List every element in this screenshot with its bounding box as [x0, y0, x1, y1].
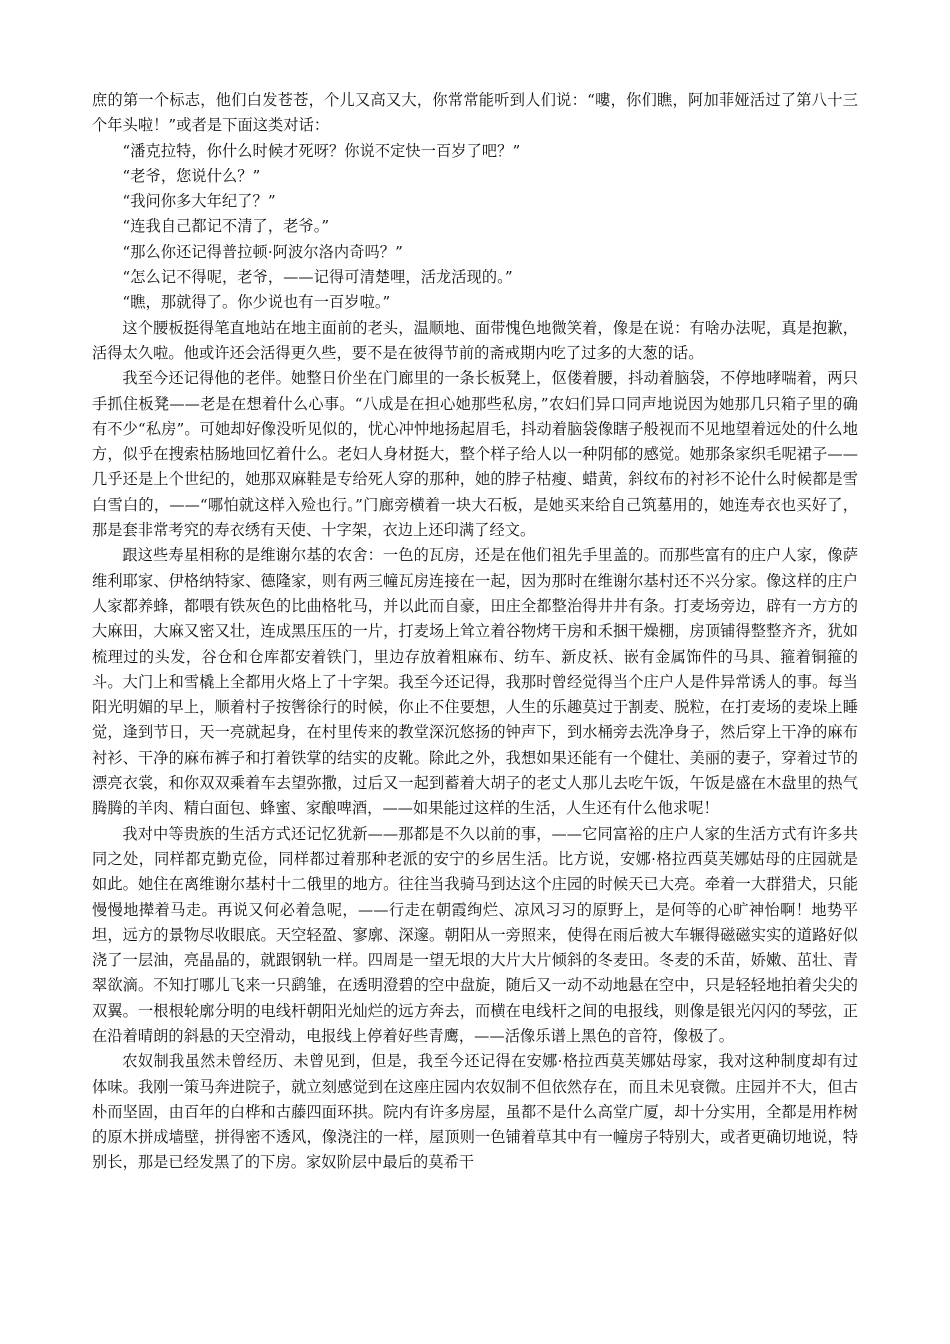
paragraph: 跟这些寿星相称的是维谢尔基的农舍：一色的瓦房，还是在他们祖先手里盖的。而那些富有的庄户人家，像萨维利耶家、伊格纳特家、德隆家，则有两三幢瓦房连接在一起，因为那时在维谢尔基村还不兴分家。像这样的庄户人家都养蜂，都喂有铁灰色的比曲格牝马，并以此而自豪，田庄全都整治得井井有条。打麦场旁边，辟有一方方的大麻田，大麻又密又壮，连成黑压压的一片，打麦场上耸立着谷物烤干房和禾捆干燥棚，房顶铺得整整齐齐，犹如梳理过的头发，谷仓和仓库都安着铁门，里边存放着粗麻布、纺车、新皮袄、嵌有金属饰件的马具、箍着铜箍的斗。大门上和雪橇上全都用火烙上了十字架。我至今还记得，我那时曾经觉得当个庄户人是件异常诱人的事。每当阳光明媚的早上，顺着村子按辔徐行的时候，你止不住要想，人生的乐趣莫过于割麦、脱粒，在打麦场的麦垛上睡觉，逢到节日，天一亮就起身，在村里传来的教堂深沉悠扬的钟声下，到水桶旁去洗净身子，然后穿上干净的麻布衬衫、干净的麻布裤子和打着铁掌的结实的皮靴。除此之外，我想如果还能有一个健壮、美丽的妻子，穿着过节的漂亮衣裳，和你双双乘着车去望弥撒，过后又一起到蓄着大胡子的老丈人那儿去吃午饭，午饭是盛在木盘里的热气腾腾的羊肉、精白面包、蜂蜜、家酿啤酒，——如果能过这样的生活，人生还有什么他求呢！ [92, 546, 858, 818]
paragraph: 我至今还记得他的老伴。她整日价坐在门廊里的一条长板凳上，伛偻着腰，抖动着脑袋，不停地哮喘着，两只手抓住板凳——老是在想着什么心事。“八成是在担心她那些私房，”农妇们异口同声地说因为她那几只箱子里的确有不少“私房”。可她却好像没听见似的，忧心冲忡地扬起眉毛，抖动着脑袋像瞎子般视而不见地望着远处的什么地方，似乎在搜索枯肠地回忆着什么。老妇人身材挺大，整个样子给人以一种阴郁的感觉。她那条家织毛呢裙子——几乎还是上个世纪的，她那双麻鞋是专给死人穿的那种，她的脖子枯瘦、蜡黄，斜纹布的衬衫不论什么时候都是雪白雪白的，——“哪怕就这样入殓也行。”门廊旁横着一块大石板，是她买来给自己筑墓用的，她连寿衣也买好了，那是套非常考究的寿衣绣有天使、十字架，衣边上还印满了经文。 [92, 369, 858, 540]
dialogue-line: “我问你多大年纪了？” [122, 192, 276, 211]
dialogue-line: “那么你还记得普拉顿·阿波尔洛内奇吗？” [122, 242, 403, 261]
dialogue-line: “老爷，您说什么？” [122, 166, 261, 185]
dialogue-line: “潘克拉特，你什么时候才死呀？你说不定快一百岁了吧？” [122, 141, 521, 160]
paragraph: 庶的第一个标志，他们白发苍苍，个儿又高又大，你常常能听到人们说：“嘍，你们瞧，阿加菲娅活过了第八十三个年头啦！”或者是下面这类对话： [92, 91, 858, 135]
dialogue-line: “怎么记不得呢，老爷，——记得可清楚哩，活龙活现的。” [122, 268, 513, 287]
dialogue-line: “瞧，那就得了。你少说也有一百岁啦。” [122, 293, 391, 312]
paragraph: 我对中等贵族的生活方式还记忆犹新——那都是不久以前的事，——它同富裕的庄户人家的生活方式有许多共同之处，同样都克勤克俭，同样都过着那种老派的安宁的乡居生活。比方说，安娜·格拉西莫芙娜姑母的庄园就是如此。她住在离维谢尔基村十二俄里的地方。往往当我骑马到达这个庄园的时候天已大亮。牵着一大群猎犬，只能慢慢地撵着马走。再说又何必着急呢，——行走在朝霞绚烂、凉风习习的原野上，是何等的心旷神怡啊！地势平坦，远方的景物尽收眼底。天空轻盈、寥廓、深邃。朝阳从一旁照来，使得在雨后被大车辗得磁磁实实的道路好似浇了一层油，亮晶晶的，就跟钢轨一样。四周是一望无垠的大片大片倾斜的冬麦田。冬麦的禾苗，娇嫩、茁壮、青翠欲滴。不知打哪儿飞来一只鹞雏，在透明澄碧的空中盘旋，随后又一动不动地悬在空中，只是轻轻地拍着尖尖的双翼。一根根轮廓分明的电线杆朝阳光灿烂的远方奔去，而横在电线杆之间的电报线，则像是银光闪闪的琴弦，正在沿着晴朗的斜悬的天空滑动，电报线上停着好些青鹰，——活像乐谱上黑色的音符，像极了。 [92, 824, 858, 1045]
paragraph: 这个腰板挺得笔直地站在地主面前的老头，温顺地、面带愧色地微笑着，像是在说：有啥办法呢，真是抱歉，活得太久啦。他或许还会活得更久些，要不是在彼得节前的斋戒期内吃了过多的大葱的话。 [92, 318, 858, 362]
dialogue-line: “连我自己都记不清了，老爷。” [122, 217, 330, 236]
paragraph: 农奴制我虽然未曾经历、未曾见到，但是，我至今还记得在安娜·格拉西莫芙娜姑母家，我对这种制度却有过体味。我刚一策马奔进院子，就立刻感觉到在这座庄园内农奴制不但依然存在，而且未见衰微。庄园并不大，但古朴而坚固，由百年的白桦和古藤四面环拱。院内有许多房屋，虽都不是什么高堂广厦，却十分实用，全都是用柞树的原木拼成墙壁，拼得密不透风，像浇注的一样，屋顶则一色铺着草其中有一幢房子特别大，或者更确切地说，特别长，那是已经发黑了的下房。家奴阶层中最后的莫希干 [92, 1052, 858, 1172]
page-body [92, 88, 858, 1176]
